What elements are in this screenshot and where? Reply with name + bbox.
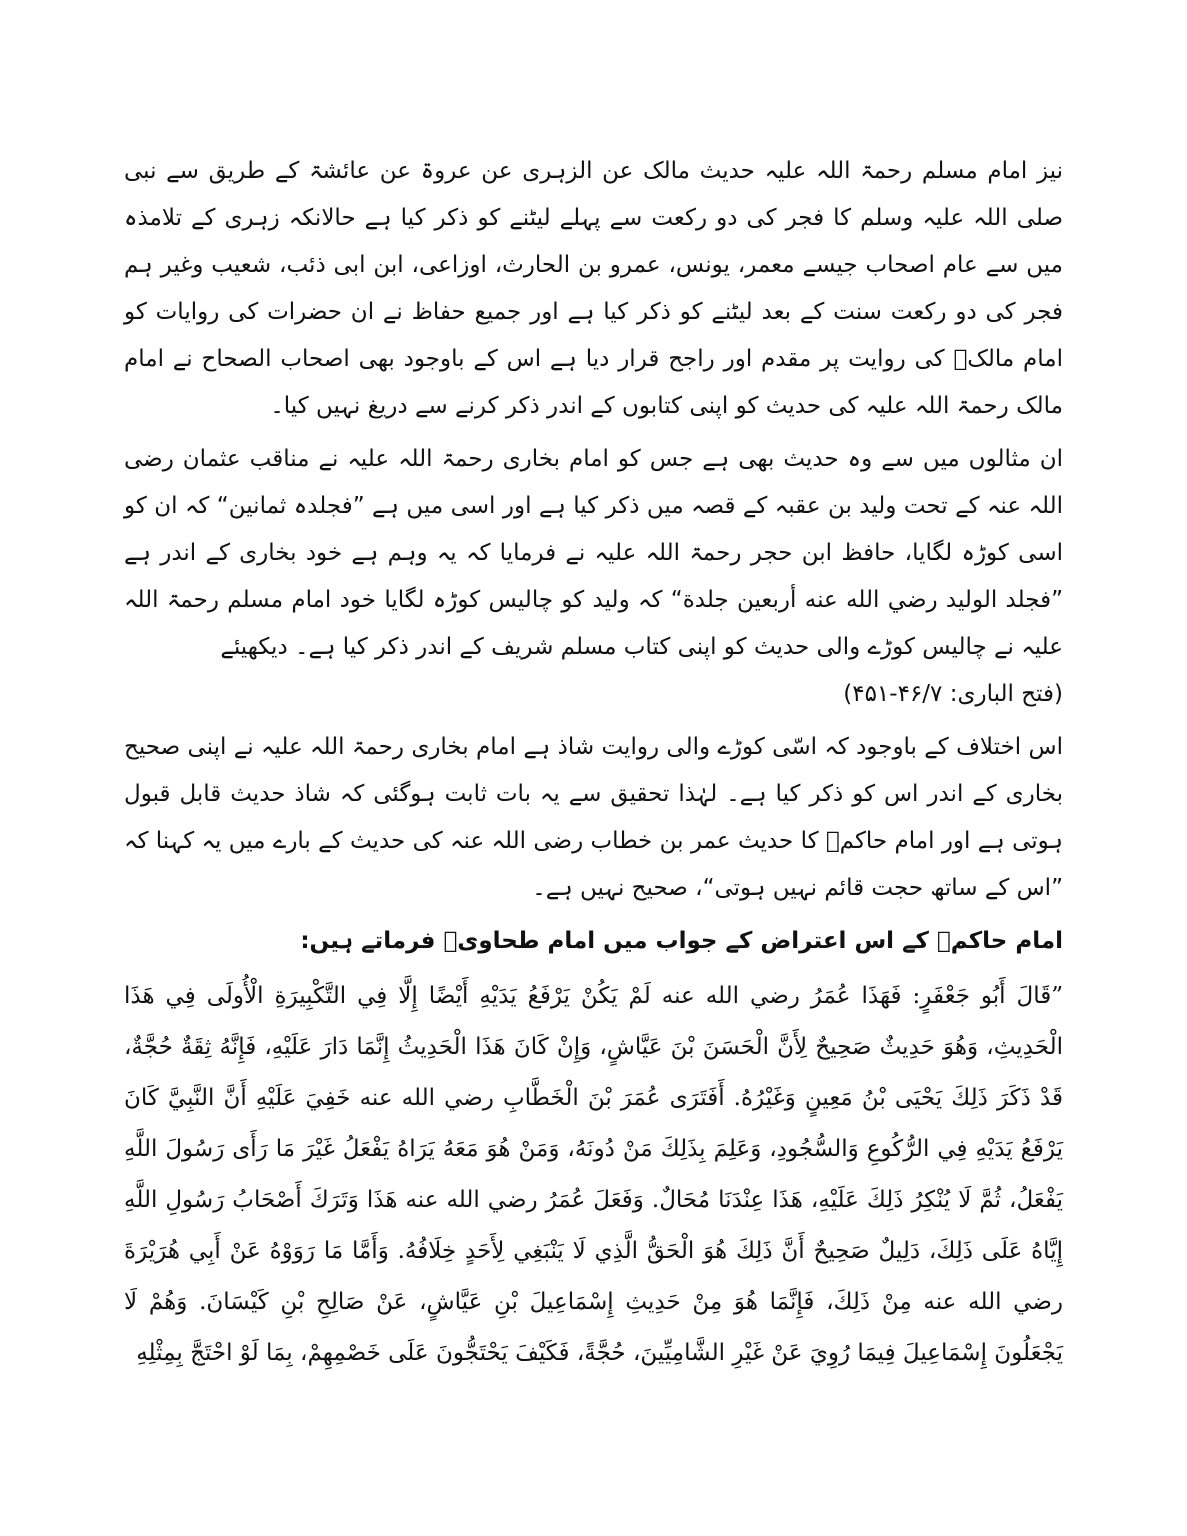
arabic-quote-tahawi: ”قَالَ أَبُو جَعْفَرٍ: فَهَذَا عُمَرُ رضي الله عنه لَمْ يَكُنْ يَرْفَعُ يَدَيْهِ أَيْضًا إِلَّا فِي التَّكْبِيرَةِ الْأُولَى فِي هَذَا الْحَدِيثِ، وَهُوَ حَدِيثٌ صَحِيحٌ لِأَنَّ الْحَسَنَ بْنَ عَيَّاشٍ، وَإِنْ كَانَ هَذَا الْحَدِيثُ إِنَّمَا دَارَ عَلَيْهِ، فَإِنَّهُ ثِقَةٌ حُجَّةٌ، قَدْ ذَكَرَ ذَلِكَ يَحْيَى بْنُ مَعِينٍ وَغَيْرُهُ. أَفَتَرَى عُمَرَ بْنَ الْخَطَّابِ رضي الله عنه خَفِيَ عَلَيْهِ أَنَّ النَّبِيَّ كَانَ يَرْفَعُ يَدَيْهِ فِي الرُّكُوعِ وَالسُّجُودِ، وَعَلِمَ بِذَلِكَ مَنْ دُونَهُ، وَمَنْ هُوَ مَعَهُ يَرَاهُ يَفْعَلُ غَيْرَ مَا رَأَى رَسُولَ اللَّهِ يَفْعَلُ، ثُمَّ لَا يُنْكِرُ ذَلِكَ عَلَيْهِ، هَذَا عِنْدَنَا مُحَالٌ. وَفَعَلَ عُمَرُ رضي الله عنه هَذَا وَتَرَكَ أَصْحَابُ رَسُولِ اللَّهِ إِيَّاهُ عَلَى ذَلِكَ، دَلِيلٌ صَحِيحٌ أَنَّ ذَلِكَ هُوَ الْحَقُّ الَّذِي لَا يَنْبَغِي لِأَحَدٍ خِلَافُهُ. وَأَمَّا مَا رَوَوْهُ عَنْ أَبِي هُرَيْرَةَ رضي الله عنه مِنْ ذَلِكَ، فَإِنَّمَا هُوَ مِنْ حَدِيثِ إِسْمَاعِيلَ بْنِ عَيَّاشٍ، عَنْ صَالِحِ بْنِ كَيْسَانَ. وَهُمْ لَا يَجْعَلُونَ إِسْمَاعِيلَ فِيمَا رُوِيَ عَنْ غَيْرِ الشَّامِيِّينَ، حُجَّةً، فَكَيْفَ يَحْتَجُّونَ عَلَى خَصْمِهِمْ، بِمَا لَوْ احْتَجَّ بِمِثْلِهِ xyxy=(124,983,1063,1366)
paragraph-walid-bin-uqbah xyxy=(124,436,1063,718)
reference-fath-al-bari: (فتح الباری: ۴۶/۷-۴۵۱) xyxy=(843,681,1063,707)
paragraph-walid-text: ان مثالوں میں سے وہ حدیث بھی ہے جس کو امام بخاری رحمۃ اللہ علیہ نے مناقب عثمان رضی اللہ عنہ کے تحت ولید بن عقبہ کے قصہ میں ذکر کیا ہے اور اسی میں ہے ”فجلدہ ثمانین“ کہ ان کو اسی کوڑہ لگایا، حافظ ابن حجر رحمۃ اللہ علیہ نے فرمایا کہ یہ وہم ہے خود بخاری کے اندر ہے ”فجلد الوليد رضي الله عنه أربعين جلدة“ کہ ولید کو چالیس کوڑہ لگایا خود امام مسلم رحمۃ اللہ علیہ نے چالیس کوڑے والی حدیث کو اپنی کتاب مسلم شریف کے اندر ذکر کیا ہے۔ دیکھیئے xyxy=(124,446,1063,660)
paragraph-sahih-muslim-malik: نیز امام مسلم رحمۃ اللہ علیہ حدیث مالک عن الزہری عن عروۃ عن عائشۃ کے طریق سے نبی صلی اللہ علیہ وسلم کا فجر کی دو رکعت سے پہلے لیٹنے کو ذکر کیا ہے حالانکہ زہری کے تلامذہ میں سے عام اصحاب جیسے معمر، یونس، عمرو بن الحارث، اوزاعی، ابن ابی ذئب، شعیب وغیر ہم فجر کی دو رکعت سنت کے بعد لیٹنے کو ذکر کیا ہے اور جمیع حفاظ نے ان حضرات کی روایات کو امام مالکؒ کی روایت پر مقدم اور راجح قرار دیا ہے اس کے باوجود بھی اصحاب الصحاح نے امام مالک رحمۃ اللہ علیہ کی حدیث کو اپنی کتابوں کے اندر ذکر کرنے سے دریغ نہیں کیا۔ xyxy=(124,158,1063,419)
paragraph-shadh-conclusion: اس اختلاف کے باوجود کہ اسّی کوڑے والی روایت شاذ ہے امام بخاری رحمۃ اللہ علیہ نے اپنی صحیح بخاری کے اندر اس کو ذکر کیا ہے۔ لہٰذا تحقیق سے یہ بات ثابت ہوگئی کہ شاذ حدیث قابل قبول ہوتی ہے اور امام حاکمؒ کا حدیث عمر بن خطاب رضی اللہ عنہ کی حدیث کے بارے میں یہ کہنا کہ ”اس کے ساتھ حجت قائم نہیں ہوتی“، صحیح نہیں ہے۔ xyxy=(124,734,1063,901)
section-heading-tahawi: امام حاکمؒ کے اس اعتراض کے جواب میں امام طحاویؒ فرماتے ہیں: xyxy=(300,928,1063,954)
